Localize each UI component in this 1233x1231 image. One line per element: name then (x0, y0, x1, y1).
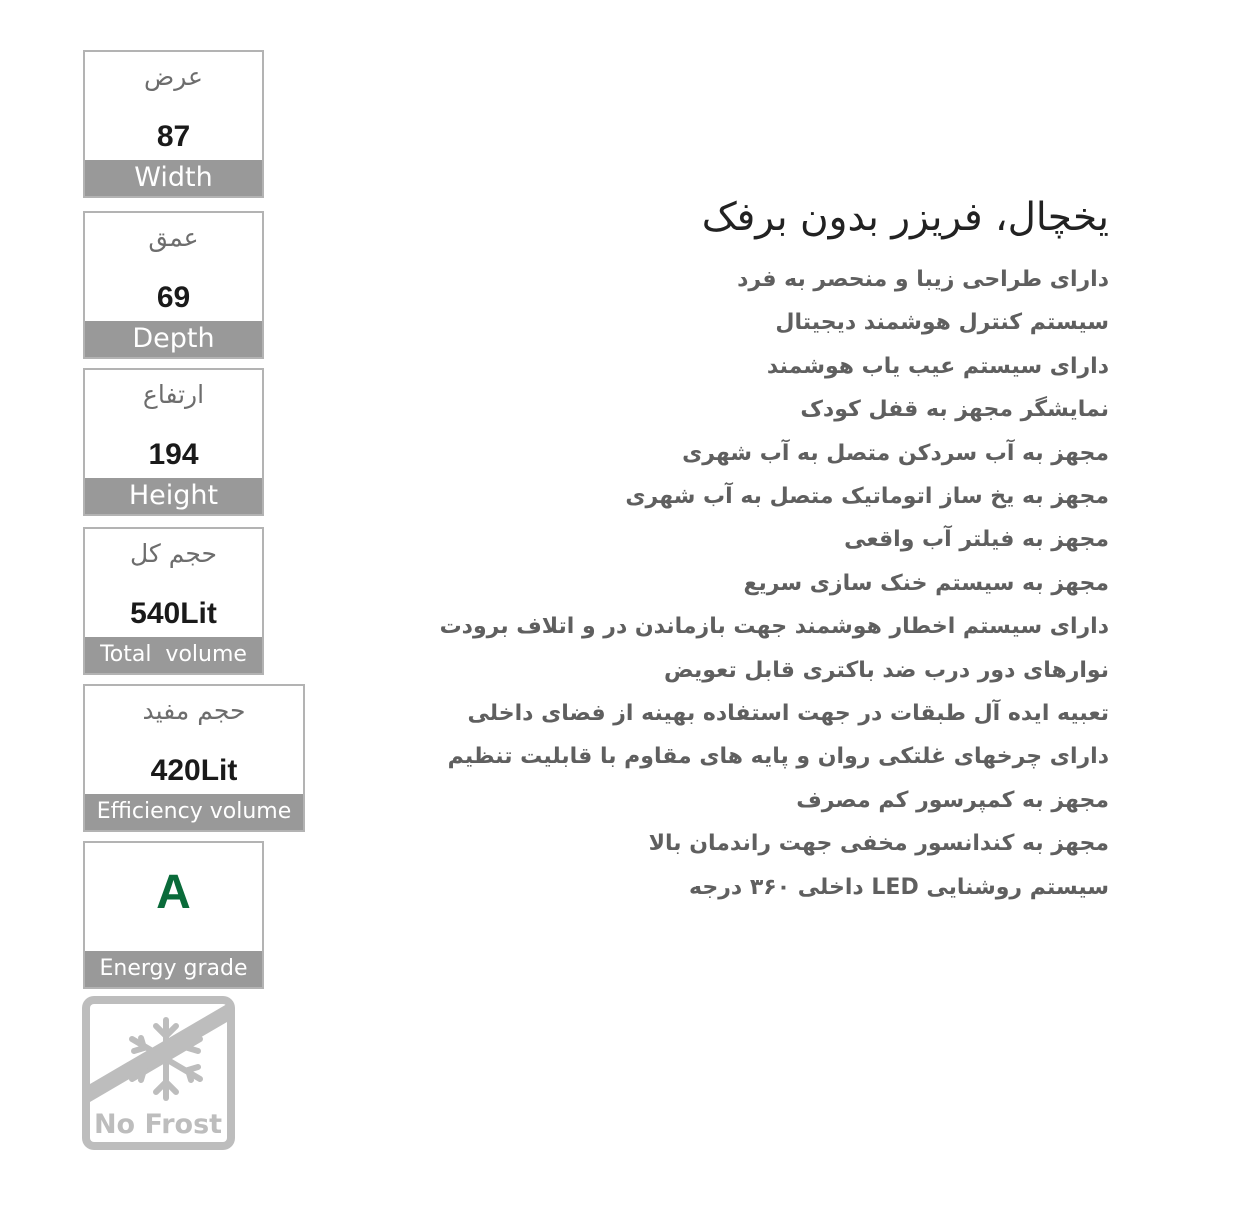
feature-item: مجهز به آب سردکن متصل به آب شهری (682, 440, 1109, 466)
spec-label-fa: عرض (144, 62, 203, 91)
snowflake-icon (82, 996, 235, 1150)
spec-label-en: Depth (85, 321, 262, 357)
feature-item: مجهز به کندانسور مخفی جهت راندمان بالا (648, 831, 1109, 857)
feature-item: مجهز به کمپرسور کم مصرف (796, 787, 1109, 813)
energy-grade-value: A (156, 866, 191, 919)
no-frost-label: No Frost (93, 1109, 223, 1140)
feature-item: تعبیه ایده آل طبقات در جهت استفاده بهینه از فضای داخلی (467, 701, 1109, 727)
spec-label-en: Height (85, 478, 262, 514)
feature-item: دارای سیستم اخطار هوشمند جهت بازماندن در و اتلاف برودت (439, 614, 1109, 640)
feature-item: دارای سیستم عیب یاب هوشمند (766, 353, 1109, 379)
spec-label-fa: عمق (148, 223, 199, 252)
feature-item: دارای طراحی زیبا و منحصر به فرد (737, 267, 1109, 292)
feature-item: دارای چرخهای غلتکی روان و پایه های مقاوم با قابلیت تنظیم (447, 744, 1109, 770)
spec-label-en: Width (85, 160, 262, 196)
spec-value: 69 (156, 281, 191, 314)
spec-value: 420Lit (150, 754, 238, 787)
spec-label-en: Energy grade (85, 951, 262, 987)
feature-item: مجهز به سیستم خنک سازی سریع (743, 570, 1109, 596)
feature-item: مجهز به فیلتر آب واقعی (844, 527, 1109, 553)
spec-box-height (83, 368, 264, 516)
spec-value: 87 (156, 120, 191, 153)
spec-label-fa: حجم مفید (142, 696, 246, 725)
feature-item: نمایشگر مجهز به قفل کودک (800, 397, 1109, 423)
spec-value: 194 (148, 438, 199, 471)
feature-list (439, 258, 1109, 909)
spec-box-width (83, 50, 264, 198)
spec-label-fa: ارتفاع (142, 380, 205, 409)
spec-label-fa: حجم کل (129, 539, 217, 568)
page-title: یخچال، فریزر بدون برفک (701, 195, 1109, 240)
feature-item: مجهز به یخ ساز اتوماتیک متصل به آب شهری (625, 484, 1109, 510)
feature-item: سیستم روشنایی LED داخلی ۳۶۰ درجه (689, 874, 1109, 900)
spec-box-total-volume (83, 527, 264, 675)
spec-label-en: Efficiency volume (85, 794, 303, 830)
feature-item: سیستم کنترل هوشمند دیجیتال (775, 310, 1109, 336)
spec-box-energy-grade (83, 841, 264, 989)
no-frost-badge (82, 996, 235, 1150)
feature-item: نوارهای دور درب ضد باکتری قابل تعویض (663, 657, 1109, 683)
product-description (439, 190, 1109, 909)
spec-label-en: Total volume (85, 637, 262, 673)
spec-box-depth (83, 211, 264, 359)
spec-box-efficiency-volume (83, 684, 305, 832)
spec-value: 540Lit (130, 597, 217, 630)
